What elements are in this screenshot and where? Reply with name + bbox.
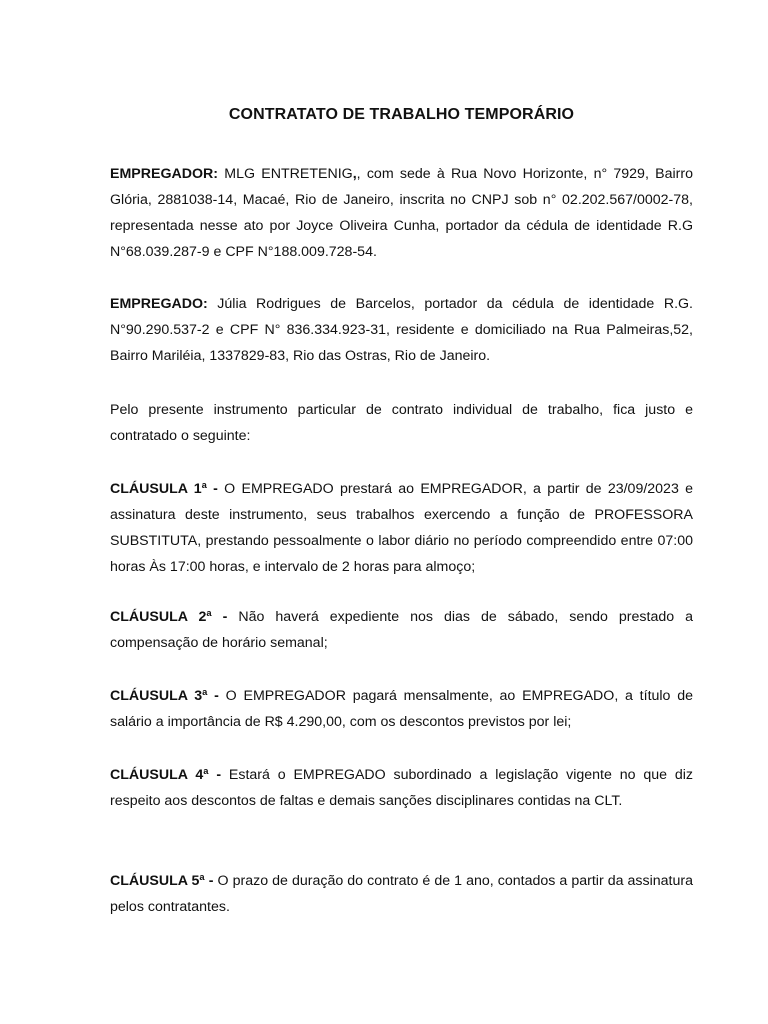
- employee-paragraph: [110, 291, 693, 369]
- document-title: CONTRATATO DE TRABALHO TEMPORÁRIO: [228, 106, 575, 123]
- clause-label: CLÁUSULA 3ª -: [110, 688, 219, 704]
- clause-label: CLÁUSULA 5ª -: [110, 873, 214, 889]
- employer-label: EMPREGADOR:: [110, 166, 218, 182]
- employee-label: EMPREGADO:: [110, 296, 208, 312]
- clause-4: [110, 762, 693, 814]
- employee-details: Júlia Rodrigues de Barcelos, portador da cédula de identidade R.G. N°90.290.537-2 e CPF N° 836.334.923-31, residente e domiciliado na Rua Palmeiras,52, Bairro Mariléia, 1337829-83, Rio das Ostras, Rio de Janeiro.: [110, 296, 693, 364]
- clause-3: [110, 683, 693, 735]
- clause-1: [110, 476, 693, 580]
- clause-2: [110, 604, 693, 656]
- clause-label: CLÁUSULA 2ª -: [110, 609, 228, 625]
- clause-text: O EMPREGADO prestará ao EMPREGADOR, a partir de 23/09/2023 e assinatura deste instrumento, seus trabalhos exercendo a função de PROFESSORA SUBSTITUTA, prestando pessoalmente o labor diário no período compreendido entre 07:00 horas Às 17:00 horas, e intervalo de 2 horas para almoço;: [110, 481, 693, 575]
- intro-paragraph: Pelo presente instrumento particular de contrato individual de trabalho, fica justo e contratado o seguinte:: [110, 402, 693, 444]
- clause-label: CLÁUSULA 1ª -: [110, 481, 218, 497]
- clause-text: O prazo de duração do contrato é de 1 ano, contados a partir da assinatura pelos contratantes.: [110, 873, 693, 915]
- employer-name: MLG ENTRETENIG: [218, 166, 353, 182]
- clause-text: O EMPREGADOR pagará mensalmente, ao EMPREGADO, a título de salário a importância de R$ 4.290,00, com os descontos previstos por lei;: [110, 688, 693, 730]
- employer-details: , com sede à Rua Novo Horizonte, n° 7929, Bairro Glória, 2881038-14, Macaé, Rio de Janeiro, inscrita no CNPJ sob n° 02.202.567/0002-78, representada nesse ato por Joyce Oliveira Cunha, portador da cédula de identidade R.G N°68.039.287-9 e CPF N°188.009.728-54.: [110, 166, 693, 260]
- clause-text: Estará o EMPREGADO subordinado a legislação vigente no que diz respeito aos descontos de faltas e demais sanções disciplinares contidas na CLT.: [110, 767, 693, 809]
- clause-5: [110, 868, 693, 920]
- clause-text: Não haverá expediente nos dias de sábado, sendo prestado a compensação de horário semanal;: [110, 609, 693, 651]
- employer-paragraph: [110, 161, 693, 265]
- employer-name-comma: ,: [352, 166, 357, 182]
- clause-label: CLÁUSULA 4ª -: [110, 767, 222, 783]
